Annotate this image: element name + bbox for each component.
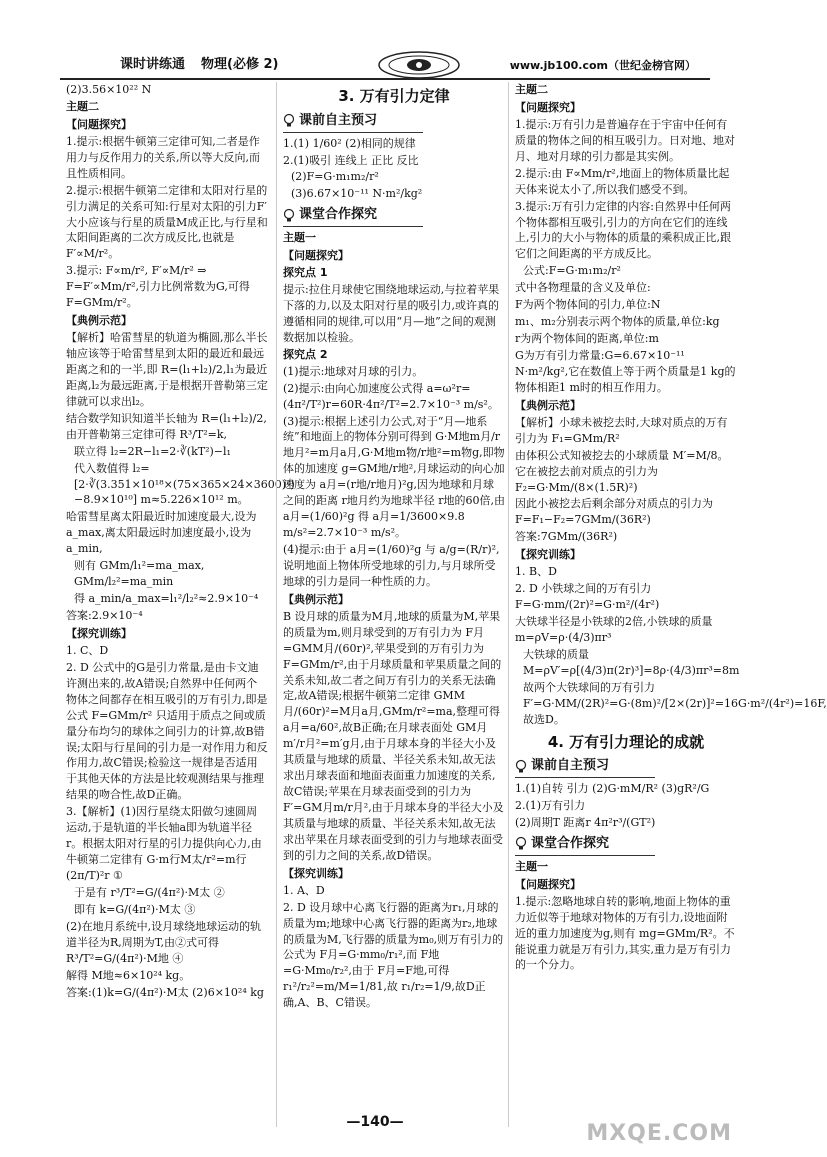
text-line: 2. D 公式中的G是引力常量,是由卡文迪许测出来的,故A错误;自然界中任何两个物体之间都存在相互吸引的万有引力,即是公式 F=GMm/r² 只适用于质点之间或质量分布均匀的球体之间引力的计算,故B错误;太阳与行星间的引力是一对作用力和反作用力,故C错误;检验这一规律是否适用于其他天体的方法是比较观测结果与推理结果的吻合性,故D正确。 — [66, 660, 268, 802]
section-tag: 【探究训练】 — [515, 548, 581, 562]
header-website: www.jb100.com（世纪金榜官网） — [509, 59, 696, 72]
answer-line: 1. A、D — [283, 883, 325, 897]
answer-line: 答案:7GMm/(36R²) — [515, 530, 618, 544]
section-heading — [283, 112, 423, 133]
topic-heading: 主题一 — [283, 231, 316, 245]
text-line: 由体积公式知被挖去的小球质量 M′=M/8。它在被挖去前对质点的引力为 F₂=G·Mm/(8×(1.5R)²) — [515, 448, 729, 494]
topic-heading: 主题二 — [66, 99, 99, 113]
text-line: 哈雷彗星离太阳最近时加速度最大,设为a_max,离太阳最远时加速度最小,设为a_min, — [66, 510, 257, 556]
section-heading-label: 课堂合作探究 — [531, 835, 610, 851]
section-heading — [515, 835, 655, 856]
equation: 于是有 r³/T²=G/(4π²)·M太 ② — [74, 885, 225, 899]
text-line: (2)3.56×10²² N — [66, 83, 152, 96]
text-line: 式中各物理量的含义及单位: — [515, 281, 651, 295]
text-line: G为万有引力常量:G=6.67×10⁻¹¹ N·m²/kg²,它在数值上等于两个质量是1 kg的物体相距1 m时的相互作用力。 — [515, 349, 736, 394]
equation: 得 a_min/a_max=l₁²/l₂²≈2.9×10⁻⁴ — [74, 592, 259, 606]
equation: 故两个大铁球间的万有引力 F′=G·MM/(2R)²=G·(8m)²/[2×(2r)]²=16G·m²/(4r²)=16F,故选D。 — [523, 680, 827, 726]
column-right — [508, 82, 827, 1127]
text-line: 因此小被挖去后剩余部分对质点的引力为 F=F₁−F₂=7GMm/(36R²) — [515, 497, 713, 527]
section-heading — [283, 206, 423, 227]
section-heading-label: 课堂合作探究 — [299, 207, 378, 223]
topic-heading: 主题二 — [515, 83, 548, 96]
text-line: (2)提示:由向心加速度公式得 a=ω²r=(4π²/T²)r=60R·4π²/T²=2.7×10⁻³ m/s²。 — [283, 381, 499, 411]
text-line: 2.(1)吸引 连线上 正比 反比 — [283, 153, 419, 167]
subject-name: 物理(必修 2) — [201, 57, 279, 72]
text-line: (4)提示:由于 a月=(1/60)²g 与 a/g=(R/r)²,说明地面上物体所受地球的引力,与月球所受地球的引力是同一种性质的力。 — [283, 543, 500, 588]
equation: (3)6.67×10⁻¹¹ N·m²/kg² — [291, 187, 423, 201]
text-line: 2. D 设月球中心离飞行器的距离为r₁,月球的质量为m;地球中心离飞行器的距离为r₂,地球的质量为M,飞行器的质量为m₀,则万有引力的公式为 F月=G·mm₀/r₁²,而 F地=G·Mm₀/r₂²,由于 F月=F地,可得 r₁²/r₂²=m/M=1/81,故 r₁/r₂=1/9,故D正确,A、B、C错误。 — [283, 900, 504, 1010]
text-line: 提示:拉住月球使它围绕地球运动,与拉着苹果下落的力,以及太阳对行星的吸引力,或许真的遵循相同的规律,可以用“月—地”之间的观测数据加以检验。 — [283, 283, 500, 344]
section-heading-label: 课前自主预习 — [299, 112, 378, 128]
text-line: (1)提示:地球对月球的引力。 — [283, 364, 424, 378]
column-left — [66, 82, 295, 1127]
text-line: 2.提示:由 F∝Mm/r²,地面上的物体质量比起天体来说太小了,所以我们感受不到。 — [515, 166, 730, 196]
text-line: 3.提示:万有引力定律的内容:自然界中任何两个物体都相互吸引,引力的方向在它们的连线上,引力的大小与物体的质量的乘积成正比,跟它们之间距离的平方成反比。 — [515, 199, 731, 261]
equation: 联立得 l₂=2R−l₁=2·∛(kT²)−l₁ — [74, 444, 231, 458]
subpoint-heading: 探究点 1 — [283, 266, 328, 280]
page-number: —140— — [346, 1114, 404, 1130]
text-line: 1.提示:万有引力是普遍存在于宇宙中任何有质量的物体之间的相互吸引力。日对地、地对月、地对月球的引力都是其实例。 — [515, 117, 735, 163]
lesson-title: 4. 万有引力理论的成就 — [547, 732, 705, 751]
text-line: 1.提示:忽略地球自转的影响,地面上物体的重力近似等于地球对物体的万有引力,设地面附近的重力加速度为g,则有 mg=GMm/R²。不能说重力就是万有引力,其实,重力是万有引力的一个分力。 — [515, 894, 735, 972]
answer-line: 答案:2.9×10⁻⁴ — [66, 609, 143, 622]
section-tag: 【问题探究】 — [66, 117, 132, 131]
text-line: 解得 M地≈6×10²⁴ kg。 — [66, 968, 191, 982]
lightbulb-icon — [515, 760, 527, 774]
text-line: 1.提示:根据牛顿第三定律可知,二者是作用力与反作用力的关系,所以等大反向,而且性质相同。 — [66, 134, 260, 180]
text-line: 【解析】哈雷彗星的轨道为椭圆,那么半长轴应该等于哈雷彗星到太阳的最近和最远距离之和的一半,即 R=(l₁+l₂)/2,l₁为最近距离,l₂为最远距离,于是根据开普勒第三定律就可以求出l₂。 — [66, 331, 268, 408]
answer-line: 1. C、D — [66, 643, 109, 657]
text-line: m₁、m₂分别表示两个物体的质量,单位:kg — [515, 315, 720, 329]
text-line: 3.提示: F∝m/r², F′∝M/r² ⇒ F=F′∝Mm/r²,引力比例常数为G,可得 F=GMm/r²。 — [66, 264, 250, 310]
text-line: 1.(1)自转 引力 (2)G·mM/R² (3)gR²/G — [515, 782, 710, 796]
section-heading — [515, 757, 655, 778]
text-line: r为两个物体间的距离,单位:m — [515, 332, 659, 346]
subpoint-heading: 探究点 2 — [283, 347, 328, 361]
text-line: 2.提示:根据牛顿第二定律和太阳对行星的引力满足的关系可知:行星对太阳的引力F′大小应该与行星的质量M成正比,与行星和太阳间距离的二次方成反比,也就是 F′∝M/r²。 — [66, 183, 268, 261]
equation: (2)F=G·m₁m₂/r² — [291, 170, 379, 184]
text-line: 结合数学知识知道半长轴为 R=(l₁+l₂)/2,由开普勒第三定律可得 R³/T²=k, — [66, 411, 267, 441]
watermark: MXQE.COM — [586, 1121, 732, 1146]
lightbulb-icon — [515, 837, 527, 851]
series-name: 课时讲练通 — [120, 57, 186, 72]
section-tag: 【典例示范】 — [283, 592, 349, 606]
equation: 即有 k=G/(4π²)·M太 ③ — [74, 902, 196, 916]
header-title — [120, 56, 278, 75]
lightbulb-icon — [283, 209, 295, 223]
equation: 大铁球的质量 M=ρV′=ρ[(4/3)π(2r)³]=8ρ·(4/3)πr³=8m — [523, 647, 740, 677]
text-line: 2. D 小铁球之间的万有引力 F=G·mm/(2r)²=G·m²/(4r²) — [515, 582, 660, 612]
equation: 公式:F=G·m₁m₂/r² — [523, 264, 621, 278]
equation: 代入数值得 l₂=[2·∛(3.351×10¹⁸×(75×365×24×3600)²)−8.9×10¹⁰] m≈5.226×10¹² m。 — [74, 461, 295, 507]
section-tag: 【问题探究】 — [283, 249, 349, 263]
topic-heading: 主题一 — [515, 859, 548, 873]
column-middle — [276, 82, 505, 1127]
text-line: (2)在地月系统中,设月球绕地球运动的轨道半径为R,周期为T,由②式可得 R³/T²=G/(4π²)·M地 ④ — [66, 919, 262, 965]
section-tag: 【探究训练】 — [283, 866, 349, 880]
section-tag: 【典例示范】 — [66, 314, 132, 328]
section-tag: 【典例示范】 — [515, 398, 581, 412]
text-line: B 设月球的质量为M月,地球的质量为M,苹果的质量为m,则月球受到的万有引力为 F月=GMM月/(60r)²,苹果受到的万有引力为 F=GMm/r²,由于月球质量和苹果质量之间的关系未知,故二者之间万有引力的关系无法确定,故A错误;根据牛顿第二定律 GMM月/(60r)²=M月a月,GMm/r²=ma,整理可得 a月=a/60²,故B正确;在月球表面处 GM月m′/r月²=m′g月,由于月球本身的半径大小及其质量与地球的质量、半径关系未知,故无法求出月球表面和地面表面重力加速度的关系,故C错误;苹果在月球表面受到的引力为 F′=GM月m/r月²,由于月球本身的半径大小及其质量与地球的质量、半径关系未知,故无法求出苹果在月球表面受到的引力与地球表面受到的引力之间的关系,故D错误。 — [283, 609, 504, 862]
text-line: (2)周期T 距离r 4π²r³/(GT²) — [515, 816, 656, 830]
section-tag: 【问题探究】 — [515, 877, 581, 891]
section-heading-label: 课前自主预习 — [531, 758, 610, 774]
publisher-logo-icon — [376, 50, 462, 80]
lightbulb-icon — [283, 114, 295, 128]
text-line: (3)提示:根据上述引力公式,对于“月—地系统”和地面上的物体分别可得到 G·M地m月/r地月²=m月a月,G·M地m物/r地²=m物g,即物体的加速度 g=GM地/r地²,月球运动的向心加速度为 a月=(r地/r地月)²g,因为地球和月球之间的距离 r地月约为地球半径 r地的60倍,由 a月=(1/60)²g 得 a月=1/3600×9.8 m/s²=2.7×10⁻³ m/s²。 — [283, 414, 506, 540]
text-line: 1.(1) 1/60² (2)相同的规律 — [283, 136, 416, 150]
text-line: F为两个物体间的引力,单位:N — [515, 298, 661, 312]
text-line: 大铁球半径是小铁球的2倍,小铁球的质量 m=ρV=ρ·(4/3)πr³ — [515, 615, 713, 644]
equation: 则有 GMm/l₁²=ma_max, GMm/l₂²=ma_min — [74, 559, 205, 589]
text-line: 2.(1)万有引力 — [515, 799, 586, 813]
section-tag: 【探究训练】 — [66, 626, 132, 640]
lesson-title: 3. 万有引力定律 — [338, 87, 450, 105]
text-line: 【解析】小球未被挖去时,大球对质点的万有引力为 F₁=GMm/R² — [515, 415, 728, 445]
text-line: 3.【解析】(1)因行星绕太阳做匀速圆周运动,于是轨道的半长轴a即为轨道半径r。根据太阳对行星的引力提供向心力,由牛顿第二定律有 G·m行M太/r²=m行(2π/T)²r ① — [66, 805, 262, 882]
answer-line: 答案:(1)k=G/(4π²)·M太 (2)6×10²⁴ kg — [66, 985, 264, 999]
answer-line: 1. B、D — [515, 565, 557, 579]
section-tag: 【问题探究】 — [515, 100, 581, 114]
page-header — [60, 54, 710, 80]
